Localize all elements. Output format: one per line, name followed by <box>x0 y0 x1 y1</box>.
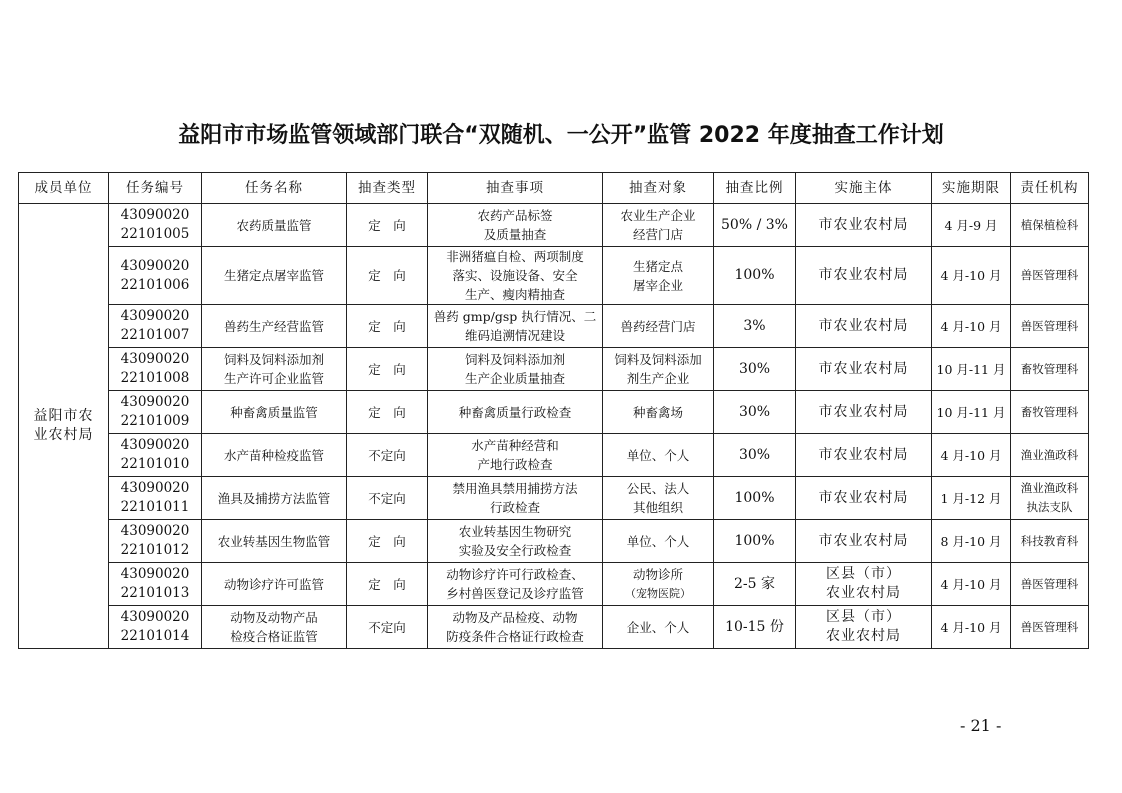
inspection-ratio-cell: 30% <box>714 391 796 434</box>
header-inspection-items: 抽查事项 <box>428 173 603 204</box>
inspection-target-cell <box>603 391 714 434</box>
inspection-items-cell <box>428 434 603 477</box>
inspection-ratio-cell: 50% / 3% <box>714 204 796 247</box>
task-code-line: 43090020 <box>120 207 190 223</box>
inspection-items-line: 生产企业质量抽查 <box>464 371 565 386</box>
inspection-items-cell <box>428 606 603 649</box>
inspection-ratio-cell: 2-5 家 <box>714 563 796 606</box>
inspection-items-line: 农药产品标签 <box>477 208 553 223</box>
inspection-target-cell <box>603 520 714 563</box>
header-inspection-target: 抽查对象 <box>603 173 714 204</box>
inspection-ratio-cell: 3% <box>714 305 796 348</box>
responsible-org-line: 科技教育科 <box>1020 533 1079 548</box>
inspection-items-cell <box>428 520 603 563</box>
executor-line: 市农业农村局 <box>818 446 909 463</box>
task-code-line: 22101009 <box>120 413 190 429</box>
inspection-type-cell: 定 向 <box>347 204 428 247</box>
executor-line: 市农业农村局 <box>818 317 909 334</box>
executor-cell <box>796 204 932 247</box>
inspection-items-line: 动物诊疗许可行政检查、 <box>446 567 584 582</box>
executor-line: 区县（市） <box>826 566 901 582</box>
executor-cell <box>796 247 932 305</box>
task-name-cell <box>202 204 347 247</box>
inspection-ratio-cell: 100% <box>714 520 796 563</box>
responsible-org-line: 兽医管理科 <box>1020 268 1079 282</box>
inspection-target-line: 企业、个人 <box>626 619 690 635</box>
task-name-line: 水产苗种检疫监管 <box>223 447 324 463</box>
period-cell: 4 月-9 月 <box>932 204 1011 247</box>
task-code-line: 43090020 <box>120 308 190 324</box>
inspection-target-line: 剂生产企业 <box>626 371 690 386</box>
task-name-cell <box>202 563 347 606</box>
inspection-type-cell: 定 向 <box>347 247 428 305</box>
task-code-line: 22101007 <box>120 327 190 343</box>
inspection-target-cell <box>603 204 714 247</box>
inspection-ratio-cell: 30% <box>714 348 796 391</box>
period-cell: 4 月-10 月 <box>932 563 1011 606</box>
header-period: 实施期限 <box>932 173 1011 204</box>
period-cell: 10 月-11 月 <box>932 391 1011 434</box>
header-task-name: 任务名称 <box>202 173 347 204</box>
inspection-type-cell: 定 向 <box>347 391 428 434</box>
executor-cell <box>796 305 932 348</box>
table-row <box>19 305 1089 348</box>
inspection-target-line: 农业生产企业 <box>620 208 696 223</box>
table-header-row <box>19 173 1089 204</box>
executor-cell <box>796 434 932 477</box>
inspection-target-line: 兽药经营门店 <box>620 318 696 334</box>
period-cell: 4 月-10 月 <box>932 606 1011 649</box>
inspection-type-cell: 不定向 <box>347 477 428 520</box>
task-name-line: 生产许可企业监管 <box>223 371 324 386</box>
task-code-line: 43090020 <box>120 609 190 625</box>
inspection-items-line: 实验及安全行政检查 <box>458 543 572 558</box>
task-code-line: 22101011 <box>120 499 190 515</box>
inspection-ratio-cell: 30% <box>714 434 796 477</box>
task-name-cell <box>202 520 347 563</box>
responsible-org-line: 执法支队 <box>1026 500 1073 514</box>
responsible-org-cell <box>1011 348 1089 391</box>
executor-line: 农业农村局 <box>826 628 901 644</box>
inspection-plan-table <box>18 172 1089 649</box>
inspection-items-cell <box>428 563 603 606</box>
task-code-line: 22101006 <box>120 276 190 293</box>
task-code-line: 22101010 <box>120 456 190 472</box>
task-code-line: 22101012 <box>120 542 190 558</box>
task-code-line: 22101014 <box>120 628 190 644</box>
inspection-target-line: 生猪定点 <box>632 258 683 274</box>
task-code-line: 43090020 <box>120 480 190 496</box>
executor-line: 市农业农村局 <box>818 360 909 377</box>
inspection-target-line: （宠物医院） <box>625 587 691 600</box>
inspection-target-line: 单位、个人 <box>626 447 690 463</box>
task-code-line: 22101005 <box>120 226 190 242</box>
inspection-type-cell: 定 向 <box>347 563 428 606</box>
task-code-cell <box>109 520 202 563</box>
inspection-target-line: 其他组织 <box>632 500 683 515</box>
executor-line: 农业农村局 <box>826 585 901 601</box>
inspection-target-line: 单位、个人 <box>626 533 690 549</box>
inspection-items-line: 乡村兽医登记及诊疗监管 <box>446 586 584 601</box>
inspection-target-line: 动物诊所 <box>632 567 683 582</box>
executor-line: 市农业农村局 <box>818 532 909 549</box>
responsible-org-line: 渔业渔政科 <box>1020 481 1079 495</box>
table-row <box>19 606 1089 649</box>
task-name-line: 动物诊疗许可监管 <box>223 576 324 592</box>
inspection-type-cell: 不定向 <box>347 434 428 477</box>
responsible-org-cell <box>1011 606 1089 649</box>
inspection-items-cell <box>428 477 603 520</box>
member-unit-cell <box>19 204 109 649</box>
responsible-org-line: 兽医管理科 <box>1020 576 1079 591</box>
inspection-items-line: 兽药 gmp/gsp 执行情况、二 <box>433 309 597 324</box>
inspection-items-line: 农业转基因生物研究 <box>458 524 572 539</box>
inspection-target-cell <box>603 563 714 606</box>
period-cell: 4 月-10 月 <box>932 434 1011 477</box>
inspection-target-line: 公民、法人 <box>626 481 690 496</box>
inspection-items-line: 种畜禽质量行政检查 <box>458 404 572 420</box>
inspection-target-cell <box>603 348 714 391</box>
inspection-ratio-cell: 100% <box>714 477 796 520</box>
inspection-items-cell <box>428 247 603 305</box>
responsible-org-cell <box>1011 434 1089 477</box>
responsible-org-line: 兽医管理科 <box>1020 619 1079 634</box>
inspection-target-cell <box>603 247 714 305</box>
inspection-type-cell: 不定向 <box>347 606 428 649</box>
task-name-cell <box>202 348 347 391</box>
task-code-line: 43090020 <box>120 394 190 410</box>
task-name-cell <box>202 247 347 305</box>
responsible-org-cell <box>1011 391 1089 434</box>
table-row <box>19 520 1089 563</box>
inspection-items-line: 生产、瘦肉精抽查 <box>464 287 565 302</box>
inspection-items-line: 防疫条件合格证行政检查 <box>446 629 584 644</box>
task-name-line: 动物及动物产品 <box>230 610 318 625</box>
executor-cell <box>796 563 932 606</box>
header-inspection-ratio: 抽查比例 <box>714 173 796 204</box>
responsible-org-line: 植保植检科 <box>1020 217 1079 232</box>
inspection-type-cell: 定 向 <box>347 348 428 391</box>
table-row <box>19 434 1089 477</box>
responsible-org-line: 畜牧管理科 <box>1020 361 1079 376</box>
period-cell: 8 月-10 月 <box>932 520 1011 563</box>
inspection-target-cell <box>603 606 714 649</box>
inspection-target-line: 屠宰企业 <box>632 277 683 293</box>
task-name-line: 农药质量监管 <box>236 217 312 233</box>
task-name-cell <box>202 391 347 434</box>
task-code-cell <box>109 348 202 391</box>
inspection-items-line: 行政检查 <box>489 500 540 515</box>
task-name-line: 种畜禽质量监管 <box>230 404 318 420</box>
header-inspection-type: 抽查类型 <box>347 173 428 204</box>
executor-cell <box>796 477 932 520</box>
page-title: 益阳市市场监管领域部门联合“双随机、一公开”监管 2022 年度抽查工作计划 <box>178 123 944 148</box>
responsible-org-line: 渔业渔政科 <box>1020 447 1079 462</box>
task-code-line: 43090020 <box>120 566 190 582</box>
table-row <box>19 348 1089 391</box>
member-unit-line: 益阳市农 <box>33 408 94 424</box>
responsible-org-cell <box>1011 204 1089 247</box>
task-name-cell <box>202 434 347 477</box>
task-code-line: 43090020 <box>120 351 190 367</box>
inspection-ratio-cell: 10-15 份 <box>714 606 796 649</box>
task-name-line: 农业转基因生物监管 <box>217 533 331 549</box>
header-responsible-org: 责任机构 <box>1011 173 1089 204</box>
header-member-unit: 成员单位 <box>19 173 109 204</box>
table-row <box>19 391 1089 434</box>
executor-cell <box>796 606 932 649</box>
responsible-org-cell <box>1011 247 1089 305</box>
task-code-cell <box>109 204 202 247</box>
inspection-target-line: 饲料及饲料添加 <box>614 352 702 367</box>
task-code-cell <box>109 477 202 520</box>
executor-line: 市农业农村局 <box>818 403 909 420</box>
inspection-items-line: 动物及产品检疫、动物 <box>452 610 578 625</box>
table-row <box>19 204 1089 247</box>
task-code-cell <box>109 606 202 649</box>
task-code-cell <box>109 247 202 305</box>
responsible-org-cell <box>1011 563 1089 606</box>
inspection-items-line: 禁用渔具禁用捕捞方法 <box>452 481 578 496</box>
executor-line: 市农业农村局 <box>818 267 909 283</box>
executor-cell <box>796 391 932 434</box>
period-cell: 1 月-12 月 <box>932 477 1011 520</box>
inspection-items-cell <box>428 348 603 391</box>
responsible-org-cell <box>1011 305 1089 348</box>
task-name-cell <box>202 305 347 348</box>
task-code-line: 22101013 <box>120 585 190 601</box>
period-cell: 10 月-11 月 <box>932 348 1011 391</box>
responsible-org-line: 畜牧管理科 <box>1020 404 1079 419</box>
executor-cell <box>796 520 932 563</box>
task-code-cell <box>109 391 202 434</box>
task-code-line: 43090020 <box>120 523 190 539</box>
executor-line: 市农业农村局 <box>818 489 909 506</box>
header-executor: 实施主体 <box>796 173 932 204</box>
responsible-org-cell <box>1011 520 1089 563</box>
inspection-items-line: 落实、设施设备、安全 <box>452 268 578 283</box>
inspection-target-cell <box>603 477 714 520</box>
task-name-line: 生猪定点屠宰监管 <box>223 268 324 283</box>
responsible-org-cell <box>1011 477 1089 520</box>
inspection-items-cell <box>428 391 603 434</box>
task-code-line: 43090020 <box>120 257 190 274</box>
executor-cell <box>796 348 932 391</box>
executor-line: 区县（市） <box>826 609 901 625</box>
task-code-line: 22101008 <box>120 370 190 386</box>
page-number: - 21 - <box>960 716 1002 735</box>
inspection-target-line: 种畜禽场 <box>632 404 683 420</box>
inspection-items-cell <box>428 305 603 348</box>
header-task-code: 任务编号 <box>109 173 202 204</box>
executor-line: 市农业农村局 <box>818 216 909 233</box>
inspection-items-line: 非洲猪瘟自检、两项制度 <box>446 249 584 264</box>
task-name-line: 饲料及饲料添加剂 <box>223 352 324 367</box>
task-code-line: 43090020 <box>120 437 190 453</box>
task-name-line: 渔具及捕捞方法监管 <box>217 490 331 506</box>
inspection-ratio-cell: 100% <box>714 247 796 305</box>
responsible-org-line: 兽医管理科 <box>1020 318 1079 333</box>
period-cell: 4 月-10 月 <box>932 247 1011 305</box>
inspection-items-cell <box>428 204 603 247</box>
table-row <box>19 563 1089 606</box>
table-row <box>19 247 1089 305</box>
inspection-type-cell: 定 向 <box>347 305 428 348</box>
inspection-target-cell <box>603 434 714 477</box>
inspection-items-line: 水产苗种经营和 <box>471 438 559 453</box>
inspection-target-cell <box>603 305 714 348</box>
task-name-cell <box>202 606 347 649</box>
task-name-line: 检疫合格证监管 <box>230 629 318 644</box>
task-name-cell <box>202 477 347 520</box>
inspection-target-line: 经营门店 <box>632 227 683 242</box>
table-row <box>19 477 1089 520</box>
task-code-cell <box>109 434 202 477</box>
inspection-items-line: 饲料及饲料添加剂 <box>464 352 565 367</box>
inspection-items-line: 产地行政检查 <box>477 457 553 472</box>
member-unit-line: 业农村局 <box>33 427 94 443</box>
period-cell: 4 月-10 月 <box>932 305 1011 348</box>
task-code-cell <box>109 563 202 606</box>
inspection-items-line: 及质量抽查 <box>483 227 547 242</box>
inspection-type-cell: 定 向 <box>347 520 428 563</box>
task-name-line: 兽药生产经营监管 <box>223 318 324 334</box>
task-code-cell <box>109 305 202 348</box>
inspection-items-line: 维码追溯情况建设 <box>464 328 565 343</box>
